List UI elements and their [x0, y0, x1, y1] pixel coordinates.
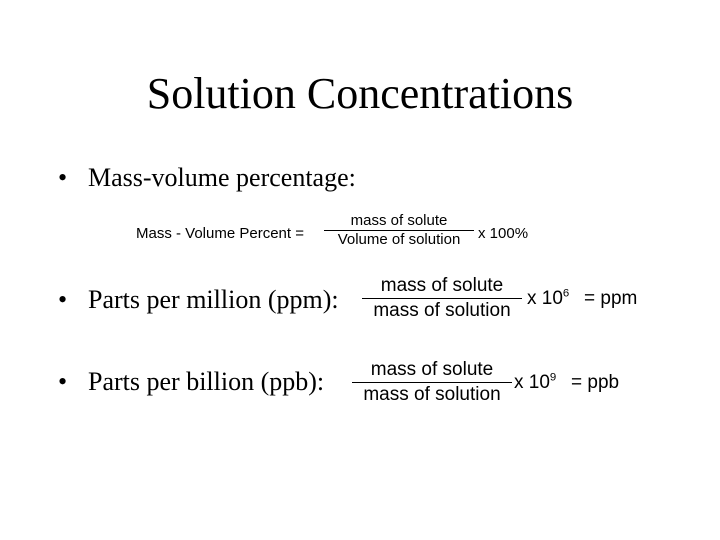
- slide-title: Solution Concentrations: [146, 69, 574, 118]
- fraction: [352, 358, 512, 407]
- fraction-numerator: mass of solute: [350, 212, 448, 229]
- bullet-dot: •: [58, 367, 68, 396]
- fraction-denominator: mass of solution: [373, 300, 511, 321]
- bullet-dot: •: [58, 285, 68, 314]
- formula-multiplier: x $10^6$: [527, 287, 570, 309]
- formula-result: = ppb: [571, 372, 620, 393]
- fraction: [324, 212, 474, 249]
- fraction: [362, 274, 522, 323]
- bullet-dot: •: [58, 163, 68, 192]
- formula-result: = ppm: [584, 288, 638, 309]
- bullet-label: Mass-volume percentage:: [88, 163, 356, 192]
- bullet-label: Parts per billion (ppb):: [88, 367, 325, 396]
- bullet-ppb: [58, 366, 324, 398]
- formula-exponent: 9: [549, 371, 557, 384]
- fraction-denominator: Volume of solution: [337, 231, 461, 248]
- fraction-denominator: mass of solution: [363, 384, 501, 405]
- bullet-ppm: [58, 284, 339, 316]
- fraction-numerator: mass of solute: [370, 359, 494, 380]
- formula-multiplier: x 100%: [478, 225, 529, 242]
- bullet-mass-volume: [58, 162, 356, 194]
- formula-exponent: 6: [562, 287, 570, 300]
- fraction-numerator: mass of solute: [380, 275, 504, 296]
- formula-multiplier: x $10^9$: [514, 371, 557, 393]
- formula-lhs: Mass - Volume Percent =: [136, 225, 304, 242]
- bullet-label: Parts per million (ppm):: [88, 285, 339, 314]
